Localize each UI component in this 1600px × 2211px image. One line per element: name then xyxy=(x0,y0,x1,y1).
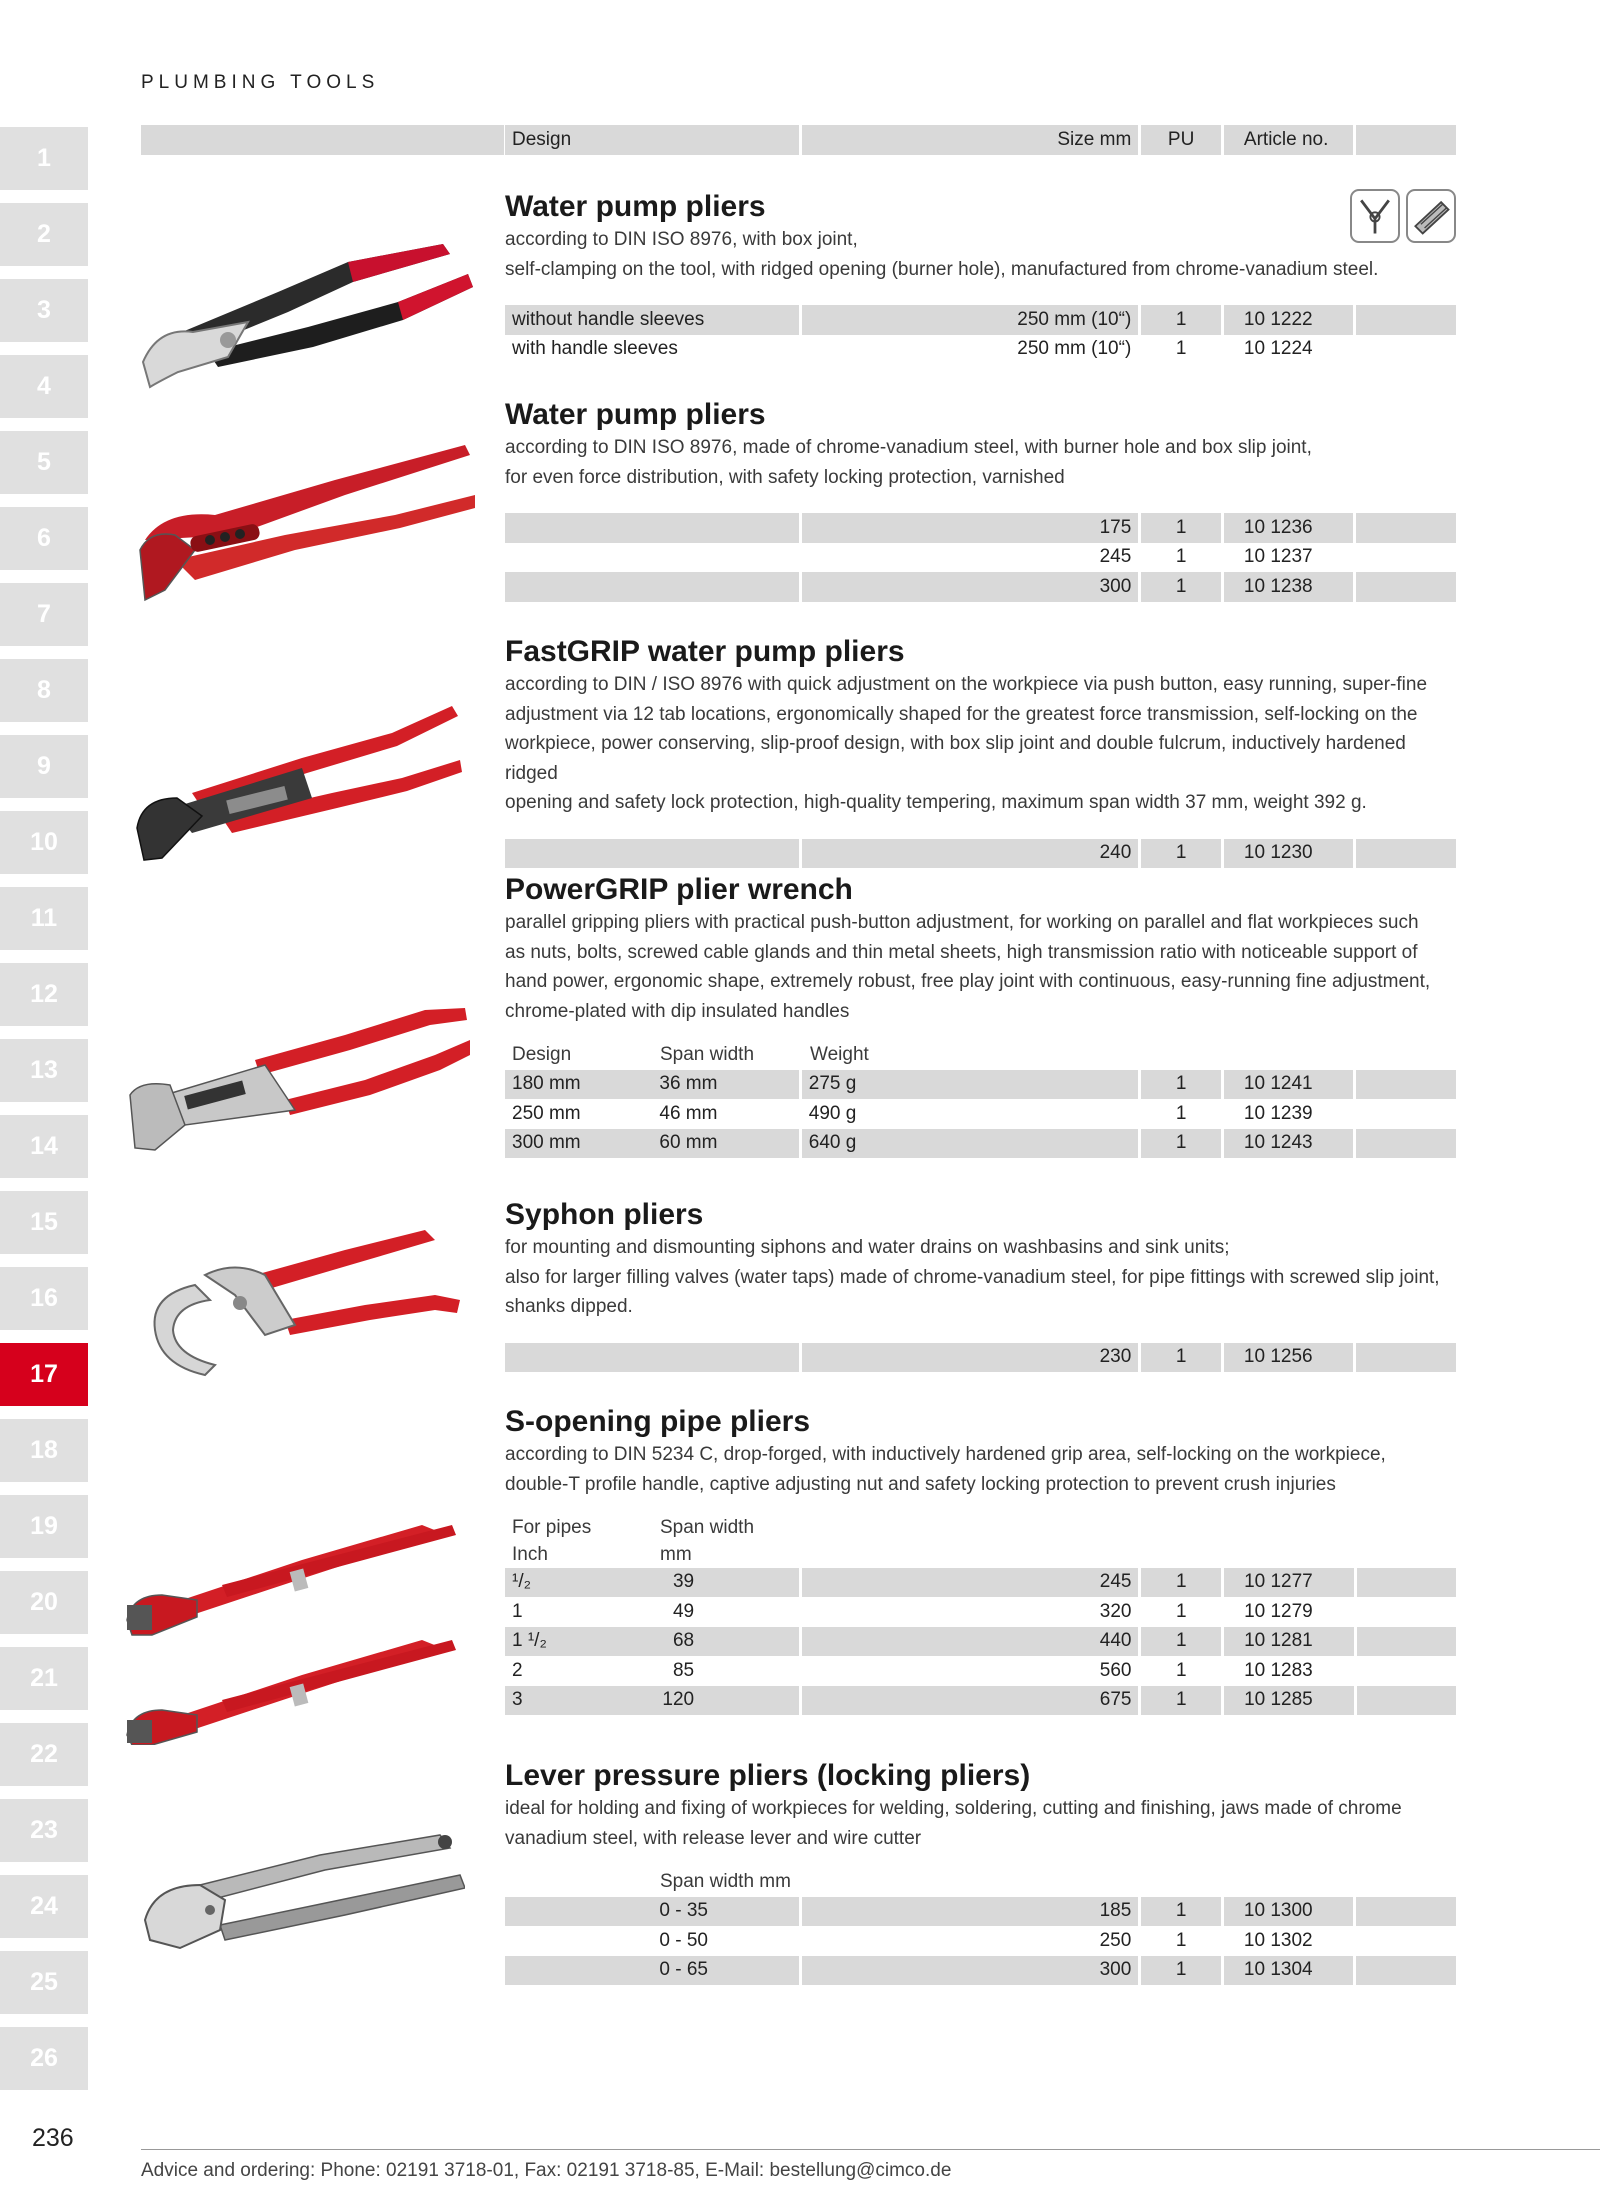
cell-design: without handle sleeves xyxy=(505,305,799,335)
cell-pu: 1 xyxy=(1141,335,1221,365)
tab-22[interactable]: 22 xyxy=(0,1723,88,1786)
product-table xyxy=(505,513,1456,602)
cell-article: 10 1300 xyxy=(1224,1897,1354,1927)
cell-end xyxy=(1357,1597,1457,1627)
product-desc-line: also for larger filling valves (water taps) made of chrome-vanadium steel, for pipe fittings with screwed slip joint, xyxy=(505,1266,1440,1288)
locking-pliers-image xyxy=(140,1830,465,1960)
tab-8[interactable]: 8 xyxy=(0,659,88,722)
tab-3[interactable]: 3 xyxy=(0,279,88,342)
table-row xyxy=(505,1129,1456,1159)
cell-size: 250 xyxy=(802,1926,1139,1956)
cell-size: 250 mm (10“) xyxy=(802,305,1139,335)
tab-5[interactable]: 5 xyxy=(0,431,88,494)
cell-pu: 1 xyxy=(1141,1129,1221,1159)
box-joint-icon xyxy=(1350,189,1400,243)
header-design: Design xyxy=(505,125,799,155)
table-row xyxy=(505,1686,1456,1716)
table-row xyxy=(505,839,1456,869)
product-title: FastGRIP water pump pliers xyxy=(505,635,905,668)
tab-21[interactable]: 21 xyxy=(0,1647,88,1710)
cell-end xyxy=(1356,1926,1456,1956)
cell-weight: 490 g xyxy=(802,1099,1139,1129)
product-desc-line: double-T profile handle, captive adjusting nut and safety locking protection to prevent crush injuries xyxy=(505,1473,1336,1495)
cell-span: 39 xyxy=(652,1568,799,1598)
section-title: PLUMBING TOOLS xyxy=(141,72,380,93)
cell-design xyxy=(505,1343,799,1373)
cell-design xyxy=(505,839,799,869)
cell-pu: 1 xyxy=(1141,1343,1221,1373)
tab-7[interactable]: 7 xyxy=(0,583,88,646)
table-row xyxy=(505,1568,1456,1598)
cell-size: 320 xyxy=(802,1597,1138,1627)
table-row xyxy=(505,1099,1456,1129)
tab-15[interactable]: 15 xyxy=(0,1191,88,1254)
product-table xyxy=(505,1343,1456,1373)
product-desc-line: hand power, ergonomic shape, extremely robust, free play joint with continuous, easy-running fine adjustment, xyxy=(505,971,1431,992)
cell-span: 60 mm xyxy=(652,1129,798,1159)
table-row xyxy=(505,1956,1456,1986)
cell-article: 10 1277 xyxy=(1224,1568,1353,1598)
product-table xyxy=(505,1513,1456,1715)
table-row xyxy=(505,1343,1456,1373)
cell-end xyxy=(1357,1627,1457,1657)
powergrip-wrench-image xyxy=(125,1000,470,1165)
cell-span: 120 xyxy=(652,1686,799,1716)
cell-article: 10 1302 xyxy=(1224,1926,1354,1956)
cell-article: 10 1279 xyxy=(1224,1597,1353,1627)
cell-end xyxy=(1356,1070,1456,1100)
table-column-labels xyxy=(505,1040,1456,1070)
cell-pu: 1 xyxy=(1141,1568,1221,1598)
product-s-opening-pipe-pliers xyxy=(505,1404,1456,1715)
table-row xyxy=(505,335,1456,365)
product-fastgrip-pliers xyxy=(505,634,1456,868)
feature-icons xyxy=(1350,189,1456,243)
table-column-units xyxy=(505,1543,1456,1568)
product-locking-pliers xyxy=(505,1758,1456,1985)
cell-design xyxy=(505,513,799,543)
cell-pu: 1 xyxy=(1141,513,1221,543)
product-water-pump-pliers-2 xyxy=(505,397,1456,602)
cell-pu: 1 xyxy=(1141,1926,1221,1956)
cell-span: 0 - 65 xyxy=(652,1956,798,1986)
tab-23[interactable]: 23 xyxy=(0,1799,88,1862)
cell-end xyxy=(1357,1656,1457,1686)
s-opening-pipe-pliers-image xyxy=(122,1505,472,1745)
cell-article: 10 1283 xyxy=(1224,1656,1353,1686)
product-title: PowerGRIP plier wrench xyxy=(505,873,853,906)
product-syphon-pliers xyxy=(505,1197,1456,1372)
cell-pu: 1 xyxy=(1141,1956,1221,1986)
cell-design xyxy=(505,1926,652,1956)
product-desc-line: opening and safety lock protection, high-quality tempering, maximum span width 37 mm, weight 392 g. xyxy=(505,792,1367,813)
cell-design: with handle sleeves xyxy=(505,335,799,365)
tab-19[interactable]: 19 xyxy=(0,1495,88,1558)
header-article: Article no. xyxy=(1224,125,1354,155)
product-desc-line: parallel gripping pliers with practical push-button adjustment, for working on parallel and flat workpieces such xyxy=(505,912,1419,933)
table-row xyxy=(505,1627,1456,1657)
cell-design xyxy=(505,1897,652,1927)
cell-span: 0 - 35 xyxy=(652,1897,798,1927)
table-header xyxy=(141,125,1456,155)
fastgrip-pliers-image xyxy=(132,698,462,863)
cell-design: 3 xyxy=(505,1686,652,1716)
cell-weight: 640 g xyxy=(802,1129,1139,1159)
cell-design: 250 mm xyxy=(505,1099,652,1129)
cell-article: 10 1243 xyxy=(1224,1129,1354,1159)
table-row xyxy=(505,1070,1456,1100)
header-size: Size mm xyxy=(802,125,1139,155)
tab-11[interactable]: 11 xyxy=(0,887,88,950)
cell-pu: 1 xyxy=(1141,305,1221,335)
cell-end xyxy=(1356,1343,1456,1373)
tab-17[interactable]: 17 xyxy=(0,1343,88,1406)
cell-article: 10 1230 xyxy=(1224,839,1354,869)
cell-end xyxy=(1356,543,1456,573)
tab-26[interactable]: 26 xyxy=(0,2027,88,2090)
product-desc-line: according to DIN ISO 8976, with box joint, xyxy=(505,229,858,250)
cell-article: 10 1241 xyxy=(1224,1070,1354,1100)
cell-size: 300 xyxy=(802,1956,1139,1986)
cell-pu: 1 xyxy=(1141,1627,1221,1657)
cell-end xyxy=(1356,513,1456,543)
product-desc-line: according to DIN / ISO 8976 with quick adjustment on the workpiece via push button, easy running, super-fine xyxy=(505,674,1428,695)
cell-size: 240 xyxy=(802,839,1139,869)
product-desc-line: self-clamping on the tool, with ridged opening (burner hole), manufactured from chrome-vanadium steel. xyxy=(505,258,1379,280)
cell-design: 180 mm xyxy=(505,1070,652,1100)
product-table xyxy=(505,1040,1456,1158)
table-row xyxy=(505,572,1456,602)
table-row xyxy=(505,543,1456,573)
syphon-pliers-image xyxy=(145,1225,465,1380)
product-desc-line: as nuts, bolts, screwed cable glands and thin metal sheets, high transmission ratio with noticeable support of xyxy=(505,941,1418,963)
header-spacer xyxy=(141,125,504,155)
tab-12[interactable]: 12 xyxy=(0,963,88,1026)
cell-end xyxy=(1356,1897,1456,1927)
footer-divider xyxy=(141,2149,1600,2150)
label-for-pipes: For pipes xyxy=(512,1516,592,1538)
cell-end xyxy=(1356,1099,1456,1129)
cell-size: 675 xyxy=(802,1686,1138,1716)
cell-size: 300 xyxy=(802,572,1139,602)
tab-24[interactable]: 24 xyxy=(0,1875,88,1938)
tab-13[interactable]: 13 xyxy=(0,1039,88,1102)
tab-10[interactable]: 10 xyxy=(0,811,88,874)
cell-article: 10 1256 xyxy=(1224,1343,1354,1373)
cell-article: 10 1304 xyxy=(1224,1956,1354,1986)
cell-design: 300 mm xyxy=(505,1129,652,1159)
ridged-jaw-icon xyxy=(1406,189,1456,243)
cell-size: 560 xyxy=(802,1656,1138,1686)
cell-design: ¹/₂ xyxy=(505,1568,652,1598)
tab-14[interactable]: 14 xyxy=(0,1115,88,1178)
cell-end xyxy=(1356,572,1456,602)
header-end xyxy=(1356,125,1456,155)
product-desc-line: workpiece, power conserving, slip-proof design, with box slip joint and double fulcrum, inductively hardened ridged xyxy=(505,733,1406,784)
product-title: Syphon pliers xyxy=(505,1198,704,1231)
cell-article: 10 1222 xyxy=(1224,305,1354,335)
cell-size: 245 xyxy=(802,1568,1138,1598)
cell-pu: 1 xyxy=(1141,1656,1221,1686)
tab-6[interactable]: 6 xyxy=(0,507,88,570)
table-column-labels xyxy=(505,1867,1456,1897)
cell-size: 440 xyxy=(802,1627,1138,1657)
cell-span: 46 mm xyxy=(652,1099,798,1129)
product-desc-line: adjustment via 12 tab locations, ergonomically shaped for the greatest force transmission, self-locking on the xyxy=(505,703,1418,725)
tab-16[interactable]: 16 xyxy=(0,1267,88,1330)
cell-design: 2 xyxy=(505,1656,652,1686)
product-title: Lever pressure pliers (locking pliers) xyxy=(505,1759,1031,1792)
cell-pu: 1 xyxy=(1141,543,1221,573)
tab-2[interactable]: 2 xyxy=(0,203,88,266)
cell-pu: 1 xyxy=(1141,839,1221,869)
product-title: S-opening pipe pliers xyxy=(505,1405,811,1438)
cell-design xyxy=(505,543,799,573)
cell-end xyxy=(1357,1568,1457,1598)
cell-design xyxy=(505,1956,652,1986)
cell-weight: 275 g xyxy=(802,1070,1139,1100)
cell-design: 1 xyxy=(505,1597,652,1627)
cell-end xyxy=(1356,1956,1456,1986)
table-row xyxy=(505,1926,1456,1956)
cell-article: 10 1224 xyxy=(1224,335,1354,365)
cell-pu: 1 xyxy=(1141,1099,1221,1129)
cell-span: 49 xyxy=(652,1597,799,1627)
footer-contact: Advice and ordering: Phone: 02191 3718-01, Fax: 02191 3718-85, E-Mail: bestellung@cimco.de xyxy=(141,2160,952,2181)
label-span: Span width xyxy=(660,1516,755,1538)
cell-end xyxy=(1356,335,1456,365)
cell-pu: 1 xyxy=(1141,1070,1221,1100)
product-desc-line: according to DIN 5234 C, drop-forged, with inductively hardened grip area, self-locking on the workpiece, xyxy=(505,1444,1386,1465)
cell-pu: 1 xyxy=(1141,1897,1221,1927)
page-number: 236 xyxy=(32,2124,74,2152)
table-row xyxy=(505,1897,1456,1927)
cell-size: 185 xyxy=(802,1897,1139,1927)
unit-mm: mm xyxy=(660,1544,692,1565)
product-desc-line: vanadium steel, with release lever and wire cutter xyxy=(505,1827,922,1849)
cell-article: 10 1237 xyxy=(1224,543,1354,573)
product-water-pump-pliers-1 xyxy=(505,189,1456,364)
cell-size: 245 xyxy=(802,543,1139,573)
cell-article: 10 1285 xyxy=(1224,1686,1353,1716)
product-table xyxy=(505,839,1456,869)
cell-end xyxy=(1356,1129,1456,1159)
product-title: Water pump pliers xyxy=(505,190,766,223)
cell-end xyxy=(1356,305,1456,335)
product-desc-line: for mounting and dismounting siphons and water drains on washbasins and sink units; xyxy=(505,1237,1230,1258)
product-powergrip-wrench xyxy=(505,872,1456,1158)
table-row xyxy=(505,513,1456,543)
tab-4[interactable]: 4 xyxy=(0,355,88,418)
cell-article: 10 1281 xyxy=(1224,1627,1353,1657)
label-span: Span width mm xyxy=(660,1870,791,1892)
cell-pu: 1 xyxy=(1141,572,1221,602)
tab-18[interactable]: 18 xyxy=(0,1419,88,1482)
cell-size: 250 mm (10“) xyxy=(802,335,1139,365)
cell-span: 36 mm xyxy=(652,1070,798,1100)
cell-span: 0 - 50 xyxy=(652,1926,798,1956)
cell-design xyxy=(505,572,799,602)
cell-article: 10 1238 xyxy=(1224,572,1354,602)
cell-span: 68 xyxy=(652,1627,799,1657)
product-desc-line: chrome-plated with dip insulated handles xyxy=(505,1000,850,1022)
tab-9[interactable]: 9 xyxy=(0,735,88,798)
product-desc-line: for even force distribution, with safety locking protection, varnished xyxy=(505,466,1065,488)
cell-article: 10 1236 xyxy=(1224,513,1354,543)
table-column-labels xyxy=(505,1513,1456,1543)
cell-end xyxy=(1357,1686,1457,1716)
cell-pu: 1 xyxy=(1141,1686,1221,1716)
cell-design: 1 ¹/₂ xyxy=(505,1627,652,1657)
table-row xyxy=(505,1597,1456,1627)
cell-span: 85 xyxy=(652,1656,799,1686)
product-desc-line: according to DIN ISO 8976, made of chrome-vanadium steel, with burner hole and box slip joint, xyxy=(505,437,1312,458)
cell-size: 230 xyxy=(802,1343,1139,1373)
label-weight: Weight xyxy=(810,1043,869,1065)
header-pu: PU xyxy=(1141,125,1221,155)
product-title: Water pump pliers xyxy=(505,398,766,431)
cell-article: 10 1239 xyxy=(1224,1099,1354,1129)
water-pump-pliers-red-image xyxy=(135,440,475,605)
table-row xyxy=(505,305,1456,335)
product-desc-line: shanks dipped. xyxy=(505,1296,633,1317)
tab-25[interactable]: 25 xyxy=(0,1951,88,2014)
cell-pu: 1 xyxy=(1141,1597,1221,1627)
product-desc-line: ideal for holding and fixing of workpieces for welding, soldering, cutting and finishing, jaws made of chrome xyxy=(505,1798,1402,1819)
label-design: Design xyxy=(512,1043,572,1065)
tab-1[interactable]: 1 xyxy=(0,127,88,190)
cell-size: 175 xyxy=(802,513,1139,543)
product-table xyxy=(505,1867,1456,1985)
label-span: Span width xyxy=(660,1043,755,1065)
unit-inch: Inch xyxy=(512,1544,548,1565)
product-table xyxy=(505,305,1456,364)
table-row xyxy=(505,1656,1456,1686)
water-pump-pliers-image xyxy=(138,232,473,392)
cell-end xyxy=(1356,839,1456,869)
tab-20[interactable]: 20 xyxy=(0,1571,88,1634)
